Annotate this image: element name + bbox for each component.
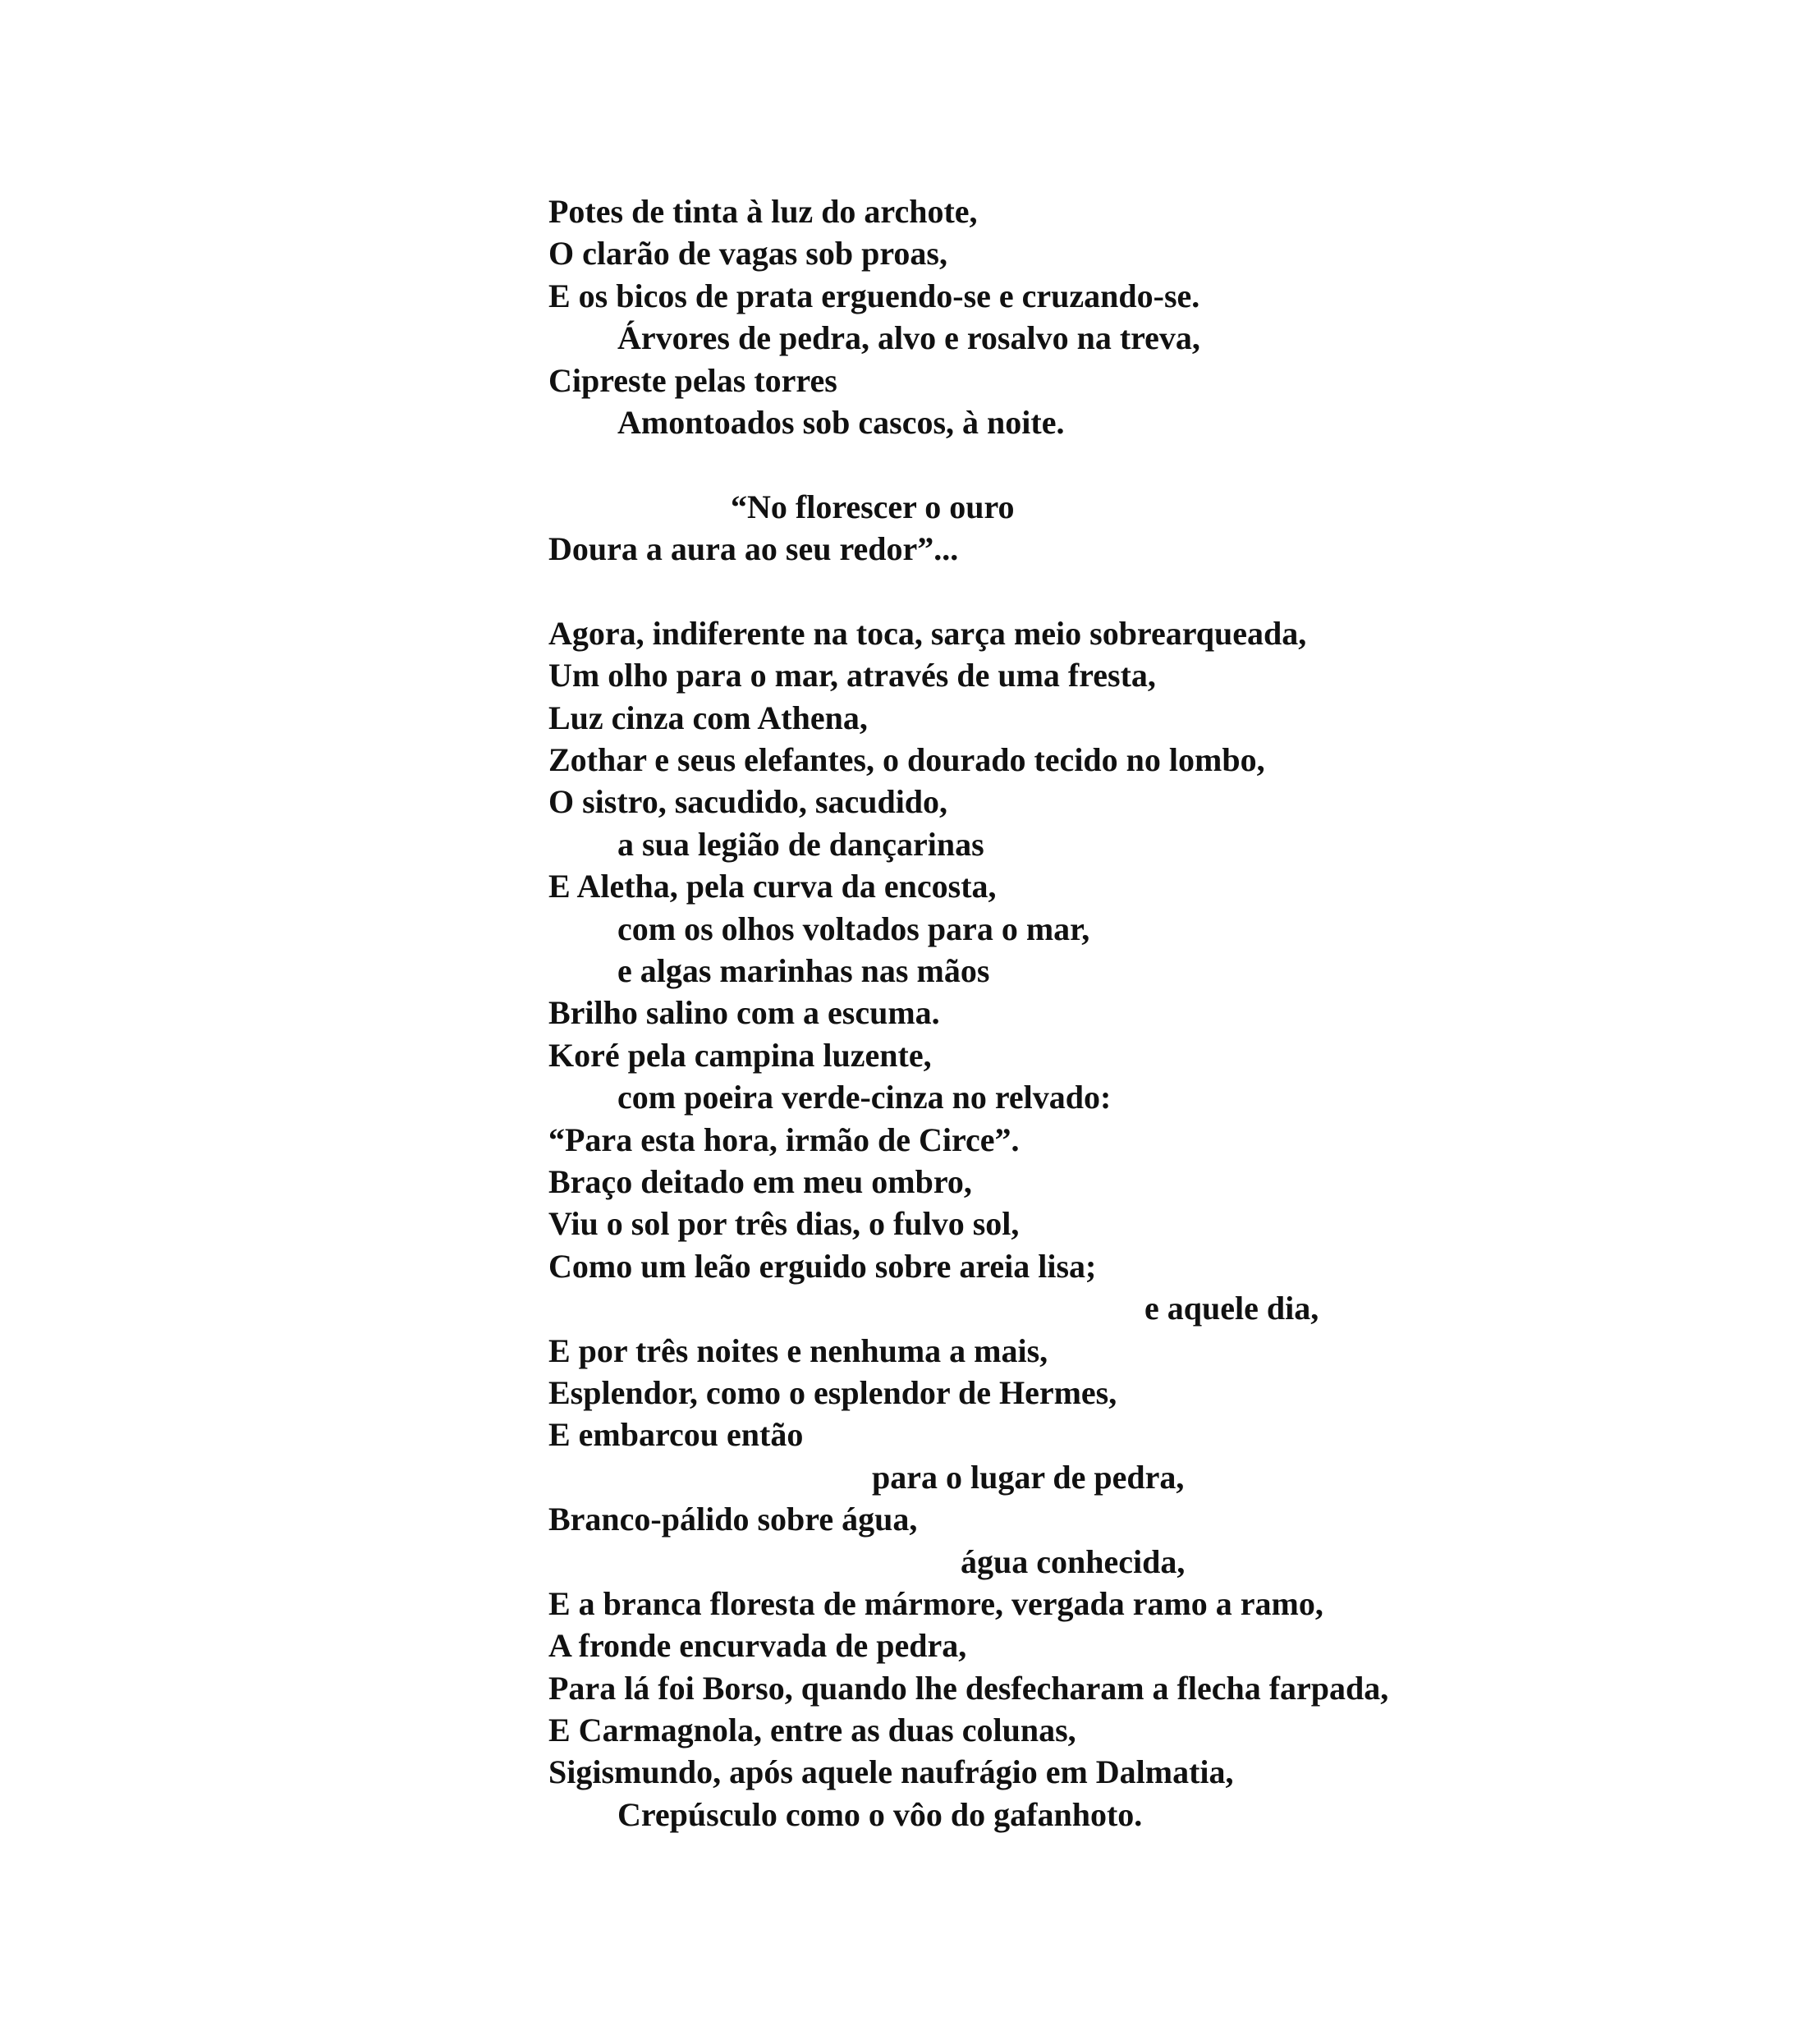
- poem-line: Um olho para o mar, através de uma fresta,: [548, 657, 1156, 694]
- poem-line: O sistro, sacudido, sacudido,: [548, 783, 948, 821]
- poem-line: Agora, indiferente na toca, sarça meio sobrearqueada,: [548, 614, 1307, 652]
- poem-line: O clarão de vagas sob proas,: [548, 235, 947, 273]
- poem-line: Esplendor, como o esplendor de Hermes,: [548, 1373, 1117, 1411]
- poem-line: com poeira verde-cinza no relvado:: [617, 1079, 1112, 1116]
- poem-line: Como um leão erguido sobre areia lisa;: [548, 1247, 1097, 1285]
- poem-line: água conhecida,: [961, 1542, 1186, 1580]
- poem-line: e aquele dia,: [1144, 1290, 1319, 1327]
- poem-line: A fronde encurvada de pedra,: [548, 1627, 967, 1665]
- poem-line: Brilho salino com a escuma.: [548, 994, 940, 1032]
- poem-line: E a branca floresta de mármore, vergada ramo a ramo,: [548, 1584, 1323, 1622]
- poem-line: Para lá foi Borso, quando lhe desfecharam a flecha farpada,: [548, 1669, 1389, 1707]
- poem-line: E Aletha, pela curva da encosta,: [548, 868, 997, 905]
- poem-line: Árvores de pedra, alvo e rosalvo na treva,: [617, 319, 1200, 357]
- poem-text: [548, 190, 1698, 1835]
- poem-line: Koré pela campina luzente,: [548, 1036, 932, 1074]
- poem-line: Sigismundo, após aquele naufrágio em Dalmatia,: [548, 1753, 1234, 1791]
- stanza-break: [548, 443, 1698, 485]
- poem-line: Doura a aura ao seu redor”...: [548, 530, 959, 568]
- poem-line: Potes de tinta à luz do archote,: [548, 193, 978, 230]
- poem-line: E por três noites e nenhuma a mais,: [548, 1331, 1048, 1369]
- poem-line: e algas marinhas nas mãos: [617, 952, 990, 990]
- poem-line: a sua legião de dançarinas: [617, 825, 984, 863]
- stanza-break: [548, 571, 1698, 612]
- poem-line: “Para esta hora, irmão de Circe”.: [548, 1121, 1020, 1158]
- poem-line: Braço deitado em meu ombro,: [548, 1162, 972, 1200]
- poem-line: Crepúsculo como o vôo do gafanhoto.: [617, 1795, 1143, 1833]
- poem-line: com os olhos voltados para o mar,: [617, 910, 1090, 947]
- poem-line: E embarcou então: [548, 1416, 804, 1454]
- poem-line: E Carmagnola, entre as duas colunas,: [548, 1712, 1076, 1749]
- poem-line: E os bicos de prata erguendo-se e cruzando-se.: [548, 277, 1200, 314]
- poem-line: Zothar e seus elefantes, o dourado tecido no lombo,: [548, 741, 1265, 779]
- poem-line: para o lugar de pedra,: [872, 1458, 1185, 1496]
- poem-line: Branco-pálido sobre água,: [548, 1501, 918, 1538]
- poem-line: Viu o sol por três dias, o fulvo sol,: [548, 1205, 1020, 1243]
- poem-line: Amontoados sob cascos, à noite.: [617, 403, 1065, 441]
- poem-line: “No florescer o ouro: [731, 488, 1015, 525]
- poem-line: Luz cinza com Athena,: [548, 699, 868, 736]
- poem-line: Cipreste pelas torres: [548, 361, 837, 399]
